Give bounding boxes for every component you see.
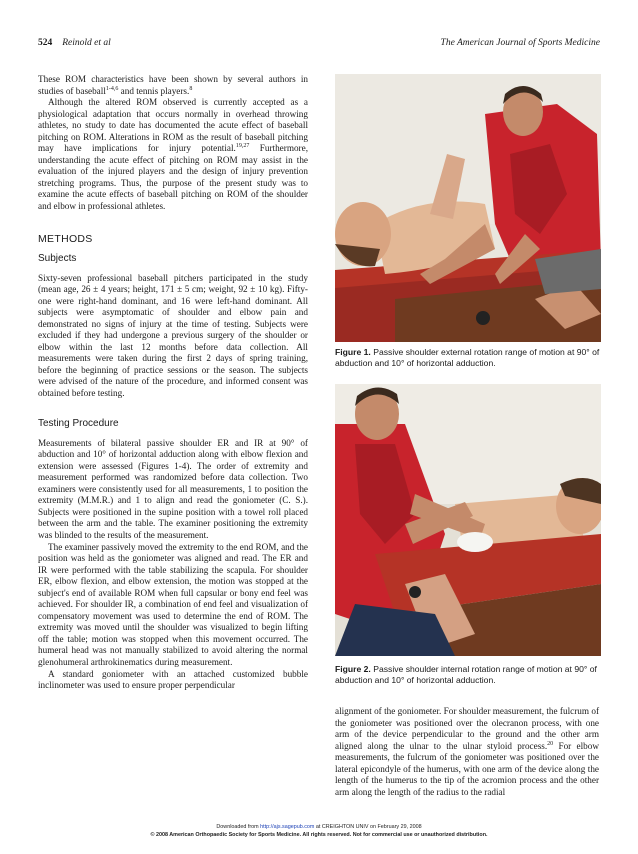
testing-paragraph-3: A standard goniometer with an attached customized bubble inclinometer was used to ensure proper perpendicular: [38, 668, 308, 691]
figure-2-photo: [335, 384, 601, 656]
running-header-left: [38, 38, 111, 48]
right-column: [335, 706, 599, 798]
figure-1-label: Figure 1.: [335, 347, 371, 357]
testing-procedure-heading: Testing Procedure: [38, 417, 119, 429]
download-link[interactable]: http://ajs.sagepub.com: [260, 824, 315, 830]
figure-2-caption: Figure 2. Passive shoulder internal rotation range of motion at 90° of abduction and 10° of horizontal adduction.: [335, 664, 597, 685]
copyright-notice: © 2008 American Orthopaedic Society for Sports Medicine. All rights reserved. Not for commercial use or unauthorized distribution.: [150, 832, 488, 838]
figure-2-label: Figure 2.: [335, 664, 371, 674]
download-notice: Downloaded from http://ajs.sagepub.com at CREIGHTON UNIV on February 29, 2008: [216, 824, 422, 830]
intro-paragraph-2: Although the altered ROM observed is currently accepted as a physiological adaptation that occurs normally in overhead throwing athletes, no study to date has documented the acute effect of baseball pitching on ROM. Alterations in ROM as the result of baseball pitching may have implications for injury potential.$^{19,27}$ Furthermore, understanding the acute effect of pitching on ROM may assist in the evaluation of the injured players and the design of injury prevention stretching programs. Thus, the purpose of the present study was to examine the acute effects of baseball pitching on ROM of the shoulder and elbow in professional athletes.: [38, 97, 308, 212]
header-journal-title: The American Journal of Sports Medicine: [440, 38, 600, 48]
header-authors: Reinold et al: [62, 38, 111, 48]
subjects-paragraph: Sixty-seven professional baseball pitchers participated in the study (mean age, 26 ± 4 years; height, 171 ± 5 cm; weight, 92 ± 10 kg). Fifty-one were right-hand dominant, and 16 were left-hand dominant. All subjects were asymptomatic of shoulder and elbow pain and demonstrated no signs of injury at the time of testing. Subjects were excluded if they had undergone a previous surgery of the shoulder or elbow within the last 12 months before data collection. All measurements were taken during the first 2 days of spring training, before the beginning of practice sessions or the season. The subjects were advised of the nature of the procedure, and informed consent was obtained before testing.: [38, 272, 308, 399]
left-column: [38, 74, 308, 692]
figure-1-photo: [335, 74, 601, 342]
right-column-paragraph: alignment of the goniometer. For shoulder measurement, the fulcrum of the goniometer was positioned over the olecranon process, with one arm of the device perpendicular to the ground and the other arm aligned along the ulnar to the ulnar styloid process.$^{20}$ For elbow measurements, the fulcrum of the goniometer was positioned over the lateral epicondyle of the humerus, with one arm of the device along the length of the humerus to the tip of the acromion process and the other arm along the length of the radius to the radial: [335, 706, 599, 797]
figure-1-caption: Figure 1. Passive shoulder external rotation range of motion at 90° of abduction and 10° of horizontal adduction.: [335, 347, 600, 368]
methods-heading: METHODS: [38, 232, 93, 245]
testing-paragraph-1: Measurements of bilateral passive shoulder ER and IR at 90° of abduction and 10° of horizontal adduction along with elbow flexion and extension were assessed (Figures 1-4). The order of extremity and measurement performed was randomized before data collection. Two examiners were consistently used for all measurements, 1 to position the extremity (M.M.R.) and 1 to align and read the goniometer (C. S.). Subjects were positioned in the supine position with a towel roll placed between the arm and the table. The examiner positioning the extremity was blinded to the results of the measurement.: [38, 437, 308, 540]
intro-paragraph-1: These ROM characteristics have been shown by several authors in studies of baseball$^{1-4,6}$ and tennis players.$^8$: [38, 74, 308, 96]
subjects-heading: Subjects: [38, 252, 77, 264]
testing-paragraph-2: The examiner passively moved the extremity to the end ROM, and the position was held as the goniometer was aligned and read. The ER and IR were performed with the table stabilizing the scapula. For shoulder ER, elbow flexion, and elbow extension, the motion was stopped at the subject's end of available ROM when full capsular or bony end feel was achieved. For shoulder IR, a combination of end feel and visualization of compensatory movement was used to determine the end of ROM. The extremity was moved until the shoulder was visualized to begin lifting off the table; motion was stopped when this movement occurred. The humeral head was not manually stabilized to avoid altering the normal glenohumeral arthrokinematics during measurement.: [38, 541, 308, 667]
page-number: 524: [38, 38, 53, 48]
